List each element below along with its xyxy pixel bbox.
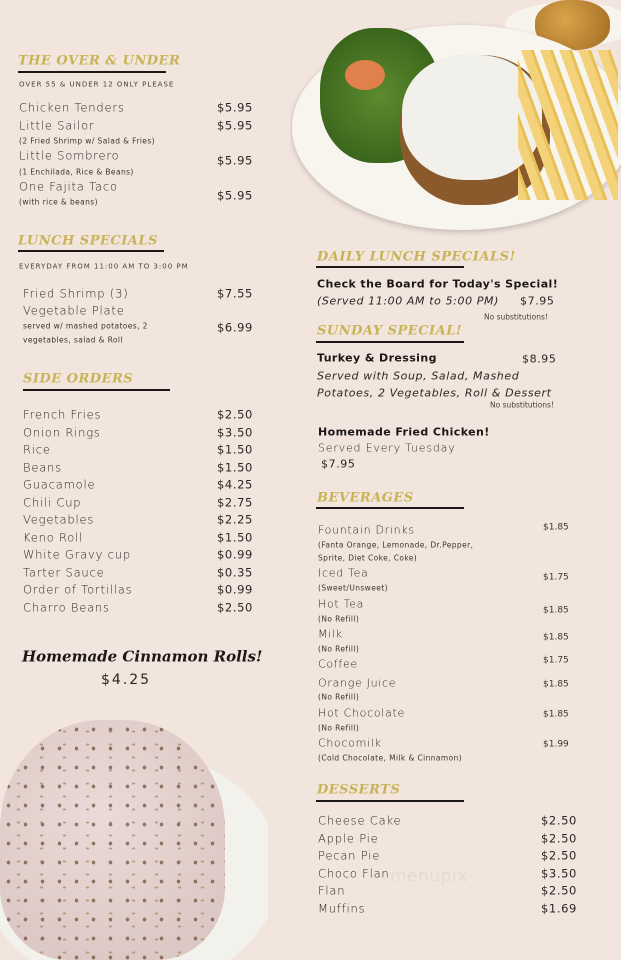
- menu-item-note: (No Refill): [318, 644, 360, 654]
- menu-item-name: Onion Rings: [23, 424, 101, 439]
- menu-item-price: $0.99: [217, 582, 253, 597]
- menu-item-price: $5.95: [217, 118, 253, 133]
- section-subtitle: OVER 55 & UNDER 12 ONLY PLEASE: [19, 80, 175, 89]
- menu-item-price: $6.99: [217, 320, 253, 335]
- menu-item-price: $5.95: [217, 188, 253, 203]
- menu-item-price: $3.50: [541, 865, 577, 880]
- section-divider: [316, 341, 464, 343]
- menu-item-note: (with rice & beans): [19, 197, 98, 207]
- menu-item-price: $1.85: [543, 605, 569, 616]
- menu-item-name: Order of Tortillas: [23, 582, 133, 597]
- menu-item-price: $1.75: [543, 655, 569, 666]
- menu-item-name: Muffins: [318, 900, 366, 915]
- menu-item-name: Keno Roll: [23, 529, 84, 544]
- cinnamon-rolls-price: $4.25: [101, 672, 152, 688]
- no-substitutions-note: No substitutions!: [490, 400, 554, 410]
- sunday-special-price: $8.95: [522, 352, 557, 366]
- menu-item-price: $3.50: [217, 424, 253, 439]
- fried-chicken-description: Served Every Tuesday: [318, 441, 456, 455]
- menu-item-note: (Fanta Orange, Lemonade, Dr.Pepper,: [318, 540, 474, 550]
- menu-item-note: served w/ mashed potatoes, 2: [23, 321, 148, 331]
- menu-item-price: $5.95: [217, 153, 253, 168]
- section-divider: [316, 507, 464, 509]
- sunday-special-name: Turkey & Dressing: [317, 351, 437, 365]
- menu-item-name: Rice: [23, 442, 51, 457]
- section-divider: [18, 71, 166, 73]
- menu-item-price: $1.99: [543, 739, 569, 750]
- no-substitutions-note: No substitutions!: [484, 312, 548, 322]
- menu-item-note: (No Refill): [318, 692, 360, 702]
- cinnamon-roll-photo: [0, 715, 268, 960]
- menu-item-price: $1.50: [217, 442, 253, 457]
- menu-item-name: Little Sombrero: [19, 148, 120, 163]
- menu-item-note: (No Refill): [318, 614, 360, 624]
- menu-item-name: Hot Chocolate: [318, 706, 405, 720]
- menu-item-price: $2.50: [541, 830, 577, 845]
- section-title-sunday-special: SUNDAY SPECIAL!: [317, 323, 463, 339]
- menu-item-name: One Fajita Taco: [19, 179, 118, 194]
- menupix-watermark: menupix: [390, 866, 468, 887]
- menu-item-name: Choco Flan: [318, 865, 390, 880]
- menu-item-name: Hot Tea: [318, 597, 365, 611]
- menu-item-name: Chicken Tenders: [19, 100, 125, 115]
- menu-item-name: Tarter Sauce: [23, 564, 105, 579]
- section-title-over-under: THE OVER & UNDER: [18, 53, 181, 69]
- menu-item-note: Sprite, Diet Coke, Coke): [318, 553, 418, 563]
- section-title-side-orders: SIDE ORDERS: [23, 371, 134, 387]
- menu-item-name: White Gravy cup: [23, 547, 131, 562]
- section-title-desserts: DESSERTS: [317, 782, 401, 798]
- menu-item-price: $2.50: [217, 599, 253, 614]
- menu-item-price: $2.50: [541, 813, 577, 828]
- menu-item-name: Chili Cup: [23, 494, 82, 509]
- menu-item-note: (Sweet/Unsweet): [318, 583, 388, 593]
- menu-item-note: (1 Enchilada, Rice & Beans): [19, 167, 134, 177]
- section-divider: [316, 800, 464, 802]
- sunday-special-description: Served with Soup, Salad, Mashed: [317, 369, 520, 383]
- menu-item-name: Milk: [318, 627, 343, 641]
- menu-item-name: Guacamole: [23, 477, 96, 492]
- menu-item-note: vegetables, salad & Roll: [23, 335, 123, 345]
- menu-item-price: $1.50: [217, 459, 253, 474]
- menu-item-note: (No Refill): [318, 723, 360, 733]
- menu-item-price: $1.85: [543, 709, 569, 720]
- section-title-beverages: BEVERAGES: [317, 490, 414, 506]
- menu-item-name: Fountain Drinks: [318, 523, 415, 537]
- menu-item-price: $2.25: [217, 512, 253, 527]
- daily-special-price: $7.95: [520, 294, 555, 308]
- menu-item-price: $1.69: [541, 900, 577, 915]
- menu-item-name: Flan: [318, 883, 346, 898]
- menu-item-name: Iced Tea: [318, 566, 369, 580]
- menu-item-name: Beans: [23, 459, 62, 474]
- menu-item-price: $0.35: [217, 564, 253, 579]
- menu-item-name: Chocomilk: [318, 736, 382, 750]
- menu-item-name: Cheese Cake: [318, 813, 402, 828]
- section-title-daily-lunch: DAILY LUNCH SPECIALS!: [317, 249, 516, 265]
- menu-item-name: Charro Beans: [23, 599, 110, 614]
- menu-item-name: Vegetable Plate: [23, 303, 125, 318]
- menu-item-name: Little Sailor: [19, 118, 95, 133]
- section-divider: [316, 266, 464, 268]
- menu-item-name: Vegetables: [23, 512, 95, 527]
- section-divider: [18, 250, 164, 252]
- menu-item-price: $7.55: [217, 286, 253, 301]
- menu-item-price: $4.25: [217, 477, 253, 492]
- menu-item-name: Orange Juice: [318, 676, 397, 690]
- menu-item-price: $2.50: [217, 407, 253, 422]
- daily-special-headline: Check the Board for Today's Special!: [317, 277, 559, 291]
- menu-item-price: $0.99: [217, 547, 253, 562]
- section-subtitle: EVERYDAY FROM 11:00 AM TO 3:00 PM: [19, 262, 189, 271]
- menu-item-price: $2.50: [541, 883, 577, 898]
- menu-item-price: $5.95: [217, 100, 253, 115]
- menu-item-price: $1.75: [543, 572, 569, 583]
- menu-item-name: Fried Shrimp (3): [23, 286, 129, 301]
- section-divider: [23, 389, 170, 391]
- menu-item-price: $1.85: [543, 522, 569, 533]
- menu-item-name: Coffee: [318, 657, 358, 671]
- menu-item-note: (Cold Chocolate, Milk & Cinnamon): [318, 753, 463, 763]
- sunday-special-description: Potatoes, 2 Vegetables, Roll & Dessert: [317, 386, 552, 400]
- menu-item-price: $2.50: [541, 848, 577, 863]
- menu-item-price: $1.50: [217, 529, 253, 544]
- menu-item-name: French Fries: [23, 407, 102, 422]
- section-title-lunch-specials: LUNCH SPECIALS: [18, 233, 158, 249]
- menu-item-price: $1.85: [543, 679, 569, 690]
- menu-item-note: (2 Fried Shrimp w/ Salad & Fries): [19, 136, 155, 146]
- fried-chicken-title: Homemade Fried Chicken!: [318, 425, 490, 439]
- menu-item-price: $1.85: [543, 632, 569, 643]
- daily-special-hours: (Served 11:00 AM to 5:00 PM): [317, 294, 499, 308]
- chicken-fried-steak-photo: [290, 0, 621, 240]
- menu-item-name: Pecan Pie: [318, 848, 381, 863]
- menu-item-name: Apple Pie: [318, 830, 379, 845]
- menu-item-price: $2.75: [217, 494, 253, 509]
- fried-chicken-price: $7.95: [321, 457, 356, 471]
- cinnamon-rolls-title: Homemade Cinnamon Rolls!: [22, 647, 263, 666]
